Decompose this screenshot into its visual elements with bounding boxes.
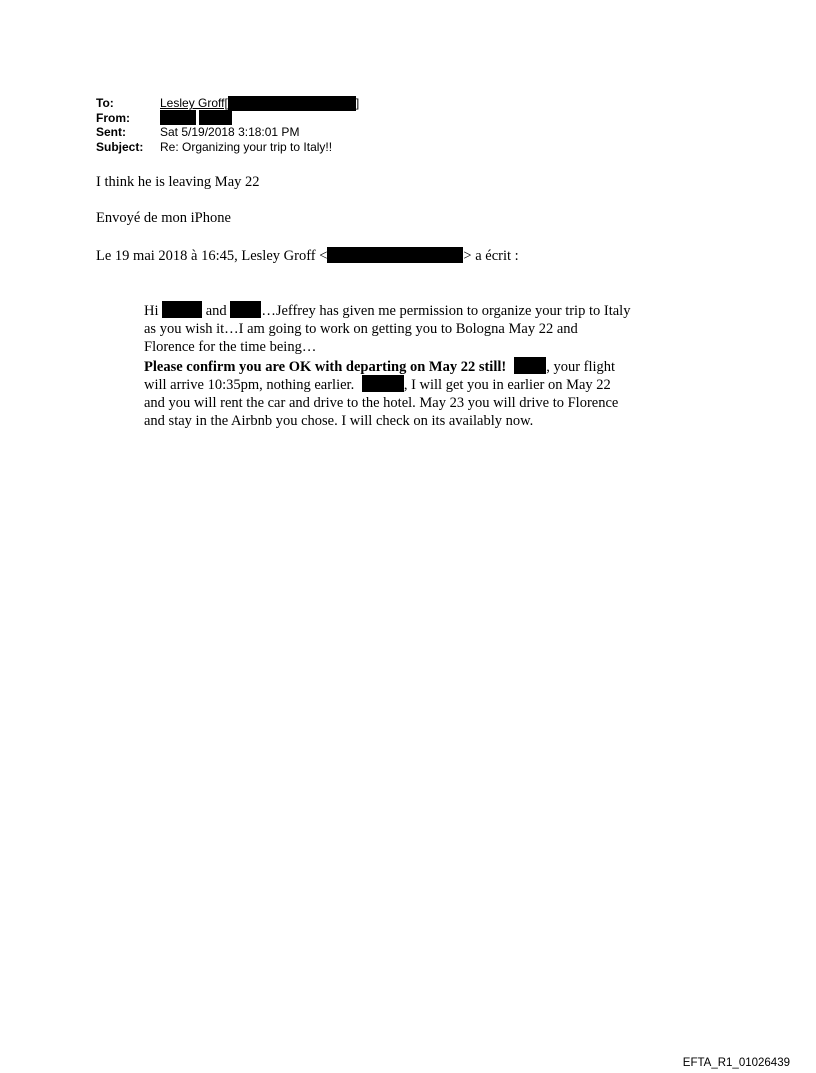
redaction-block [228,96,356,111]
quote-text: will arrive 10:35pm, nothing earlier. [144,377,358,393]
quote-line [144,375,684,394]
to-label: To: [96,96,114,110]
quote-text: , your flight [546,358,616,375]
reply-suffix: > a écrit : [463,248,519,264]
redaction-block [327,247,463,263]
quote-line: as you wish it…I am going to work on getting you to Bologna May 22 and [144,320,578,337]
to-name: Lesley Groff[ [160,96,228,110]
redaction-block [230,301,261,318]
redaction-block [199,110,232,125]
quote-line: and stay in the Airbnb you chose. I will check on its availably now. [144,413,534,429]
from-label: From: [96,110,130,125]
subject-row [96,140,359,155]
quote-line: and you will rent the car and drive to the hotel. May 23 you will drive to Florence [144,394,619,411]
sent-value: Sat 5/19/2018 3:18:01 PM [160,125,300,139]
signature-line: Envoyé de mon iPhone [96,210,231,226]
to-value [160,96,359,111]
redaction-block [514,357,546,374]
to-close: ] [355,96,360,110]
quote-line [144,301,684,320]
email-header [96,96,359,154]
body-line: I think he is leaving May 22 [96,174,260,190]
sent-label: Sent: [96,125,126,139]
subject-value: Re: Organizing your trip to Italy!! [160,139,333,154]
from-value [160,110,232,125]
document-id: EFTA_R1_01026439 [682,1057,790,1069]
to-row [96,96,359,111]
quote-bold-text: Please confirm you are OK with departing on May 22 still! [144,358,507,375]
quote-text: and [202,303,231,319]
sent-row [96,125,359,140]
redaction-block [162,301,202,318]
quoted-message [144,301,684,431]
quote-text: , I will get you in earlier on May 22 [403,377,611,393]
quote-line: Florence for the time being… [144,339,317,355]
reply-prefix: Le 19 mai 2018 à 16:45, Lesley Groff < [96,248,328,264]
quote-text: …Jeffrey has given me permission to organize your trip to Italy [261,303,631,319]
quote-line [144,357,684,376]
redaction-block [160,110,196,125]
reply-attribution [96,247,519,265]
from-row [96,111,359,126]
subject-label: Subject: [96,139,144,154]
quote-text: Hi [144,303,163,319]
redaction-block [362,375,404,392]
